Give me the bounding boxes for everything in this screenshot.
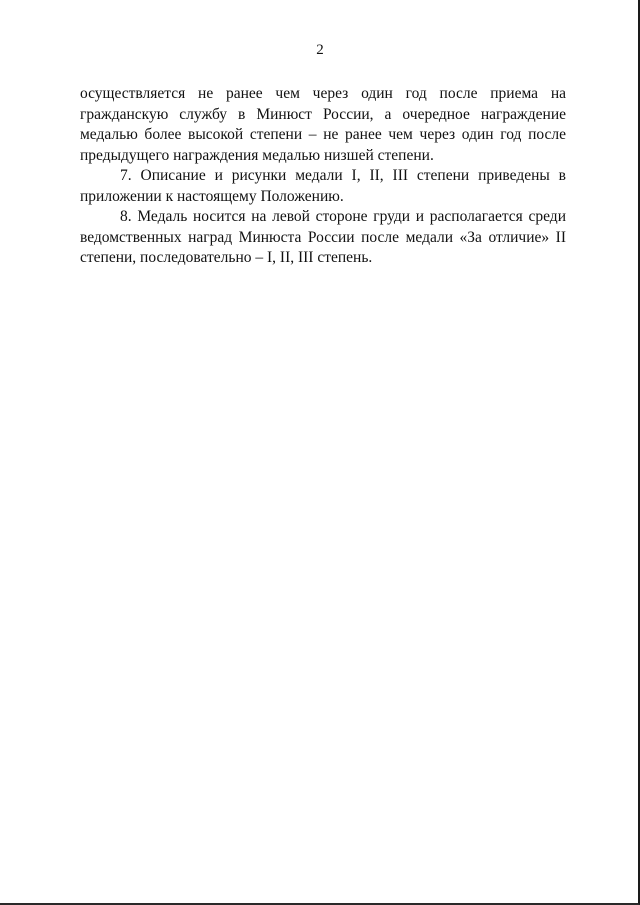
paragraph-item-7: 7. Описание и рисунки медали I, II, III степени приведены в приложении к настоящему Положению. xyxy=(80,167,566,205)
paragraph-continuation: осуществляется не ранее чем через один год после приема на гражданскую службу в Минюст России, а очередное награждение медалью более высокой степени – не ранее чем через один год после предыдущего награждения медалью низшей степени. xyxy=(80,85,566,164)
page-number: 2 xyxy=(316,42,324,58)
document-body xyxy=(80,84,566,269)
paragraph-item-8: 8. Медаль носится на левой стороне груди и располагается среди ведомственных наград Минюста России после медали «За отличие» II степени, последовательно – I, II, III степень. xyxy=(80,208,566,266)
